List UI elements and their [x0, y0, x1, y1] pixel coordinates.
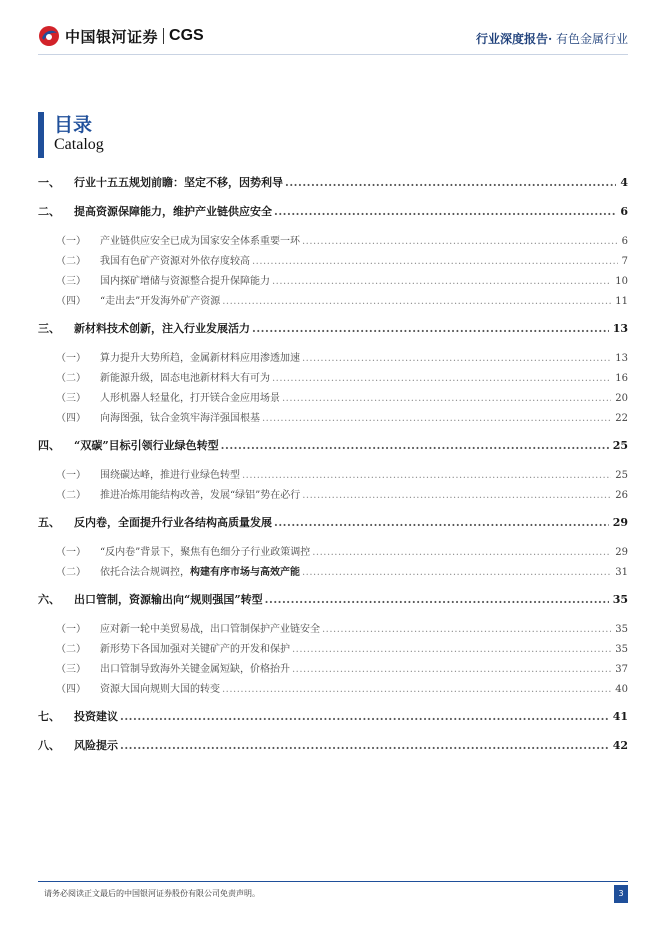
report-type: 行业深度报告·: [475, 32, 553, 46]
toc-subsection-number: （一）: [56, 547, 86, 558]
toc-page-number: 13: [612, 322, 628, 335]
toc-section[interactable]: [38, 203, 628, 219]
toc-subsection-title: 国内探矿增储与资源整合提升保障能力: [100, 276, 270, 287]
toc-subsection[interactable]: [38, 543, 628, 558]
report-type-label: [476, 30, 628, 47]
toc-subsection-number: （三）: [56, 393, 86, 404]
toc-page-number: 26: [615, 490, 628, 501]
toc-subsection[interactable]: [38, 252, 628, 267]
toc-section-title: “双碳”目标引领行业绿色转型: [74, 439, 219, 452]
toc-dot-leader: [302, 490, 611, 501]
toc-subsection[interactable]: [38, 563, 628, 578]
toc-heading-bar: [38, 112, 44, 158]
toc-subsection-number: （一）: [56, 353, 86, 364]
toc-dot-leader: [262, 413, 611, 424]
toc-dot-leader: [272, 276, 611, 287]
toc-subsection[interactable]: [38, 409, 628, 424]
toc-section-number: 六、: [38, 593, 60, 606]
toc-dot-leader: [265, 593, 609, 606]
toc-section-title: 风险提示: [74, 739, 118, 752]
toc-dot-leader: [302, 567, 611, 578]
toc-section-number: 八、: [38, 739, 60, 752]
logo-english-name: CGS: [169, 27, 204, 44]
toc-page-number: 10: [615, 276, 628, 287]
toc-section[interactable]: [38, 320, 628, 336]
toc-page-number: 13: [615, 353, 628, 364]
toc-section-title: 投资建议: [74, 710, 118, 723]
toc-subsection-title: 应对新一轮中美贸易战，出口管制保护产业链安全: [100, 624, 320, 635]
toc-subsection-number: （二）: [56, 490, 86, 501]
toc-dot-leader: [242, 470, 611, 481]
toc-dot-leader: [252, 322, 609, 335]
toc-subsection-number: （四）: [56, 684, 86, 695]
toc-page-number: 37: [615, 664, 628, 675]
toc-subsection-number: （二）: [56, 644, 86, 655]
logo-separator: [163, 28, 164, 44]
toc-subsection[interactable]: [38, 640, 628, 655]
toc-subsection-title: 算力提升大势所趋，金属新材料应用渗透加速: [100, 353, 300, 364]
toc-subsection-title: “走出去”开发海外矿产资源: [100, 296, 221, 307]
toc-page-number: 25: [612, 439, 628, 452]
toc-section-title: 新材料技术创新，注入行业发展活力: [74, 322, 250, 335]
toc-subsection-title: 产业链供应安全已成为国家安全体系重要一环: [100, 236, 300, 247]
page-header: [0, 0, 662, 60]
toc-subsection-number: （一）: [56, 470, 86, 481]
toc-section-number: 四、: [38, 439, 60, 452]
toc-subsection-number: （三）: [56, 276, 86, 287]
toc-section[interactable]: [38, 437, 628, 453]
toc-page-number: 16: [615, 373, 628, 384]
toc-subsection[interactable]: [38, 232, 628, 247]
toc-subsection-title: 人形机器人轻量化，打开镁合金应用场景: [100, 393, 280, 404]
toc-title-en: Catalog: [54, 136, 104, 153]
toc-subsection-title: 依托合法合规调控，: [100, 567, 190, 578]
toc-subsection[interactable]: [38, 389, 628, 404]
toc-subsection-title: 向海图强，钛合金筑牢海洋强国根基: [100, 413, 260, 424]
toc-subsection-number: （四）: [56, 296, 86, 307]
toc-dot-leader: [120, 710, 609, 723]
toc-section-number: 五、: [38, 516, 60, 529]
toc-dot-leader: [221, 439, 609, 452]
toc-section-title: 反内卷，全面提升行业各结构高质量发展: [74, 516, 272, 529]
toc-subsection-title-emphasis: 构建有序市场与高效产能: [190, 567, 300, 578]
toc-dot-leader: [274, 516, 609, 529]
toc-page-number: 42: [612, 739, 628, 752]
toc-subsection-title: 我国有色矿产资源对外依存度较高: [100, 256, 250, 267]
toc-subsection-title: 新能源升级，固态电池新材料大有可为: [100, 373, 270, 384]
toc-section[interactable]: [38, 591, 628, 607]
toc-subsection-number: （一）: [56, 236, 86, 247]
toc-page-number: 20: [615, 393, 628, 404]
toc-section-title: 提高资源保障能力，维护产业链供应安全: [74, 205, 272, 218]
toc-page-number: 35: [615, 624, 628, 635]
toc-subsection[interactable]: [38, 369, 628, 384]
toc-subsection[interactable]: [38, 620, 628, 635]
toc-subsection-title: 出口管制导致海外关键金属短缺，价格抬升: [100, 664, 290, 675]
toc-page-number: 31: [615, 567, 628, 578]
toc-page-number: 25: [615, 470, 628, 481]
footer-disclaimer: 请务必阅读正文最后的中国银河证券股份有限公司免责声明。: [44, 889, 260, 898]
toc-subsection-number: （一）: [56, 624, 86, 635]
toc-dot-leader: [282, 393, 611, 404]
toc-subsection[interactable]: [38, 486, 628, 501]
toc-page-number: 6: [620, 205, 628, 218]
toc-subsection-number: （二）: [56, 256, 86, 267]
toc-subsection-title: 围绕碳达峰，推进行业绿色转型: [100, 470, 240, 481]
toc-section-number: 七、: [38, 710, 60, 723]
toc-page-number: 4: [620, 176, 628, 189]
toc-subsection[interactable]: [38, 349, 628, 364]
toc-dot-leader: [302, 353, 611, 364]
toc-page-number: 40: [615, 684, 628, 695]
toc-page-number: 35: [612, 593, 628, 606]
toc-subsection-title: 新形势下各国加强对关键矿产的开发和保护: [100, 644, 290, 655]
toc-section[interactable]: [38, 737, 628, 753]
toc-section-number: 二、: [38, 205, 60, 218]
toc-dot-leader: [222, 296, 611, 307]
toc-dot-leader: [222, 684, 611, 695]
toc-subsection-title: 推进冶炼用能结构改善，发展“绿铝”势在必行: [100, 490, 301, 501]
toc-dot-leader: [252, 256, 618, 267]
toc-title-cn: 目录: [54, 114, 93, 136]
toc-dot-leader: [272, 373, 611, 384]
toc-subsection[interactable]: [38, 660, 628, 675]
toc-page-number: 29: [612, 516, 628, 529]
toc-section-title: 行业十五五规划前瞻：坚定不移，因势利导: [74, 176, 283, 189]
toc-dot-leader: [322, 624, 611, 635]
cgs-logo: [38, 25, 204, 47]
toc-subsection-number: （四）: [56, 413, 86, 424]
toc-section[interactable]: [38, 514, 628, 530]
toc-subsection-number: （二）: [56, 567, 86, 578]
toc-page-number: 6: [621, 236, 628, 247]
page-number: 3: [614, 885, 628, 903]
toc-subsection-number: （二）: [56, 373, 86, 384]
footer-divider: [38, 881, 628, 882]
toc-section-number: 一、: [38, 176, 60, 189]
toc-dot-leader: [312, 547, 611, 558]
cgs-logo-icon: [38, 25, 60, 47]
header-divider: [38, 54, 628, 55]
toc-page-number: 22: [615, 413, 628, 424]
industry-name: 有色金属行业: [552, 32, 628, 46]
logo-chinese-name: 中国银河证券: [65, 27, 159, 46]
toc-section[interactable]: [38, 174, 628, 190]
toc-subsection-title: “反内卷”背景下，聚焦有色细分子行业政策调控: [100, 547, 311, 558]
toc-dot-leader: [302, 236, 618, 247]
toc-subsection-title: 资源大国向规则大国的转变: [100, 684, 220, 695]
toc-dot-leader: [120, 739, 609, 752]
toc-page-number: 41: [612, 710, 628, 723]
toc-dot-leader: [285, 176, 616, 189]
toc-dot-leader: [274, 205, 616, 218]
toc-page-number: 35: [615, 644, 628, 655]
toc-subsection[interactable]: [38, 272, 628, 287]
toc-dot-leader: [292, 664, 611, 675]
toc-section-number: 三、: [38, 322, 60, 335]
toc-section[interactable]: [38, 708, 628, 724]
toc-subsection-number: （三）: [56, 664, 86, 675]
toc-dot-leader: [292, 644, 611, 655]
toc-page-number: 7: [621, 256, 628, 267]
toc-section-title: 出口管制，资源输出向“规则强国”转型: [74, 593, 263, 606]
toc-subsection[interactable]: [38, 466, 628, 481]
toc-page-number: 29: [615, 547, 628, 558]
toc-page-number: 11: [615, 296, 628, 307]
toc-subsection[interactable]: [38, 292, 628, 307]
toc-subsection[interactable]: [38, 680, 628, 695]
